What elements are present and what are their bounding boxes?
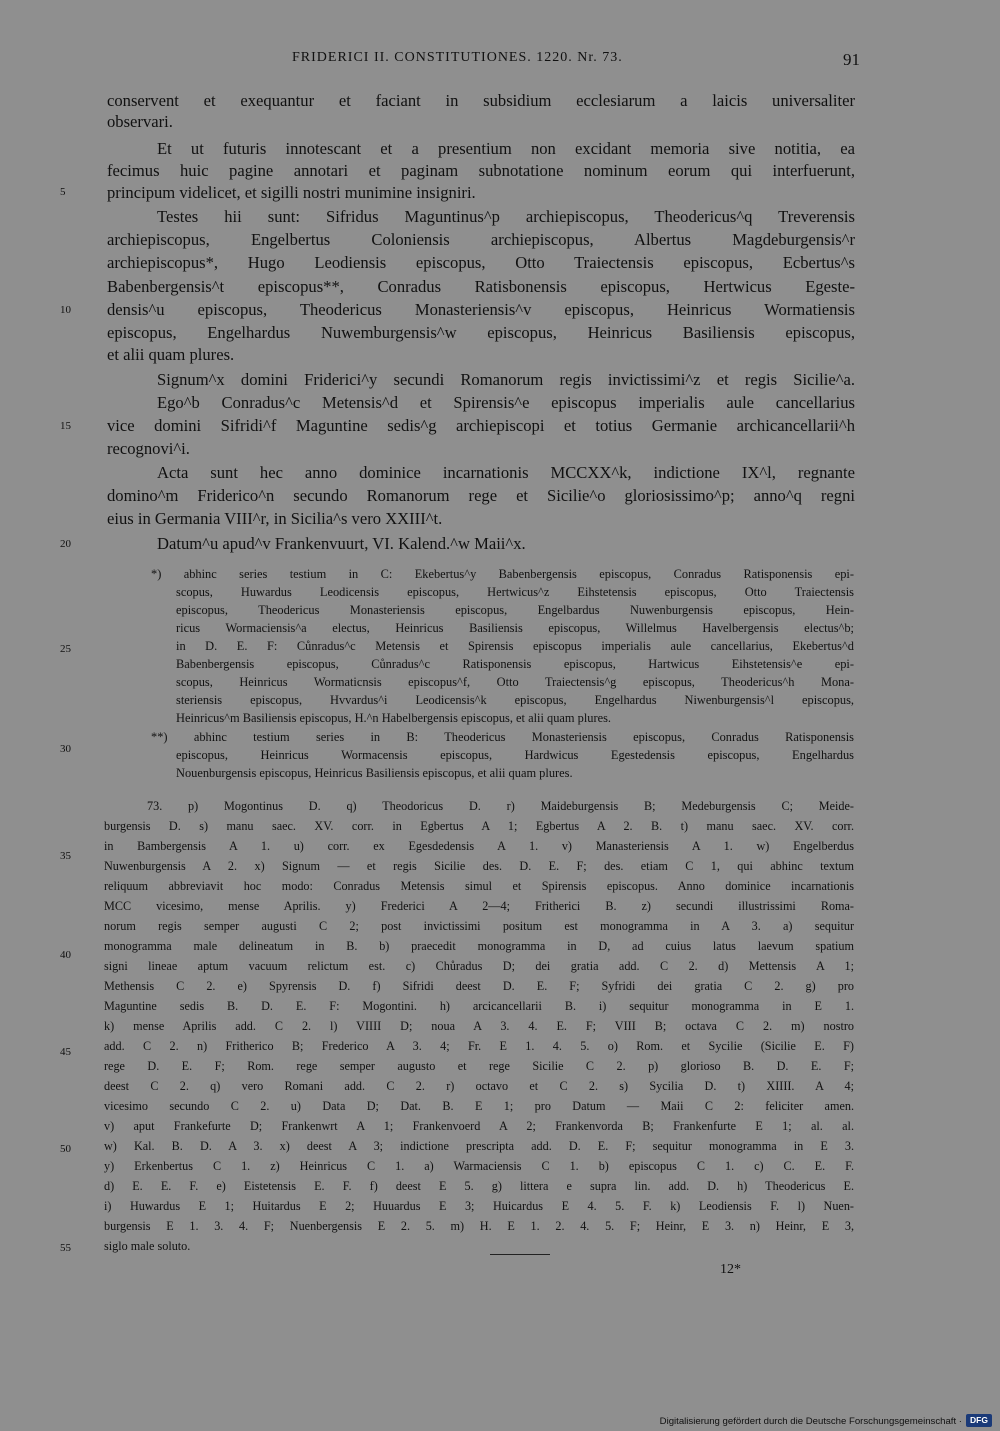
main-text-line: Testes hii sunt: Sifridus Maguntinus^p archiepiscopus, Theodericus^q Treverensis [157, 207, 855, 226]
footer-credit: Digitalisierung gefördert durch die Deutsche Forschungsgemeinschaft · [659, 1416, 962, 1427]
variant-line: burgensis D. s) manu saec. XV. corr. in Egbertus A 1; Egbertus A 2. B. t) manu saec. XV. corr. [104, 819, 854, 833]
main-text-line: vice domini Sifridi^f Maguntine sedis^g archiepiscopi et totius Germanie archicancellarii^h [107, 416, 855, 435]
main-text-line: Et ut futuris innotescant et a presentium non excidant memoria sive notitia, ea [157, 139, 855, 158]
variant-line: vicesimo secundo C 2. u) Data D; Dat. B. E 1; pro Datum — Maii C 2: feliciter amen. [104, 1099, 854, 1113]
main-text-line: Acta sunt hec anno dominice incarnationis MCCXX^k, indictione IX^l, regnante [157, 463, 855, 482]
variant-line: d) E. E. F. e) Eistetensis E. F. f) deest E 5. g) littera e supra lin. add. D. h) Theodericus E. [104, 1179, 854, 1193]
main-text-line: observari. [107, 112, 173, 131]
line-number: 15 [60, 420, 71, 432]
main-text-line: archiepiscopus*, Hugo Leodiensis episcopus, Otto Traiectensis episcopus, Ecbertus^s [107, 253, 855, 272]
variant-line: monogramma male delineatum in B. b) praecedit monogramma in D, ad cuius latus laevum spatium [104, 939, 854, 953]
line-number: 45 [60, 1046, 71, 1058]
variant-line: in Bambergensis A 1. u) corr. ex Egesdedensis A 1. v) Manasteriensis A 1. w) Engelberdus [104, 839, 854, 853]
footnote-line: **) abhinc testium series in B: Theodericus Monasteriensis episcopus, Conradus Ratisponensis [151, 730, 854, 744]
footnote-line: episcopus, Theodericus Monasteriensis episcopus, Engelbardus Nuwenburgensis episcopus, Hein- [176, 603, 854, 617]
variant-line: i) Huwardus E 1; Huitardus E 2; Huuardus E 3; Huicardus E 4. 5. F. k) Leodiensis F. l) Nuen- [104, 1199, 854, 1213]
main-text-line: principum videlicet, et sigilli nostri munimine insigniri. [107, 183, 476, 202]
footnote-line: ricus Wormaciensis^a electus, Heinricus Basiliensis episcopus, Willelmus Havelbergensis electus^b; [176, 621, 854, 635]
footnote-line: Nouenburgensis episcopus, Heinricus Basiliensis episcopus, et alii quam plures. [176, 766, 573, 780]
main-text-line: episcopus, Engelhardus Nuwemburgensis^w episcopus, Heinricus Basiliensis episcopus, [107, 323, 855, 342]
main-text-line: conservent et exequantur et faciant in subsidium ecclesiarum a laicis universaliter [107, 91, 855, 110]
line-number: 10 [60, 304, 71, 316]
variant-line: w) Kal. B. D. A 3. x) deest A 3; indictione prescripta add. D. E. F; sequitur monogramma in E 3. [104, 1139, 854, 1153]
variant-line: Methensis C 2. e) Spyrensis D. f) Sifridi deest D. E. F; Syfridi dei gratia C 2. g) pro [104, 979, 854, 993]
variant-line: Maguntine sedis B. D. E. F: Mogontini. h) arcicancellarii B. i) sequitur monogramma in E 1. [104, 999, 854, 1013]
line-number: 55 [60, 1242, 71, 1254]
footnote-line: scopus, Huwardus Leodicensis episcopus, Hertwicus^z Eihstetensis episcopus, Otto Traiectensis [176, 585, 854, 599]
variant-line: burgensis E 1. 3. 4. F; Nuenbergensis E 2. 5. m) H. E 1. 2. 4. 5. F; Heinr, E 3. n) Heinr, E 3, [104, 1219, 854, 1233]
line-number: 40 [60, 949, 71, 961]
variant-line: add. C 2. n) Fritherico B; Frederico A 3. 4; Fr. E 1. 4. 5. o) Rom. et Sycilie (Sicilie E. F) [104, 1039, 854, 1053]
line-number: 30 [60, 743, 71, 755]
variant-line: MCC vicesimo, mense Aprilis. y) Frederici A 2—4; Fritherici B. z) secundi illustrissimi Roma- [104, 899, 854, 913]
variant-line: 73. p) Mogontinus D. q) Theodoricus D. r) Maideburgensis B; Medeburgensis C; Meide- [147, 799, 854, 813]
signature-mark: 12* [720, 1262, 741, 1277]
main-text-line: et alii quam plures. [107, 345, 235, 364]
main-text-line: recognovi^i. [107, 439, 190, 458]
variant-line: reliquum abbreviavit hoc modo: Conradus Metensis simul et Spirensis episcopus. Anno dominice incarnationis [104, 879, 854, 893]
variant-line: deest C 2. q) vero Romani add. C 2. r) octavo et C 2. s) Sycilia D. t) XIIII. A 4; [104, 1079, 854, 1093]
variant-line: norum regis semper augusti C 2; post invictissimi positum est monogramma in A 3. a) sequitur [104, 919, 854, 933]
variant-line: y) Erkenbertus C 1. z) Heinricus C 1. a) Warmaciensis C 1. b) episcopus C 1. c) C. E. F. [104, 1159, 854, 1173]
line-number: 35 [60, 850, 71, 862]
running-title: FRIDERICI II. CONSTITUTIONES. 1220. Nr. 73. [292, 50, 623, 65]
main-text-line: fecimus huic pagine annotari et paginam subnotatione nominum eorum qui interfuerunt, [107, 161, 855, 180]
variant-line: signi lineae aptum vacuum relictum est. c) Chůradus D; dei gratia add. C 2. d) Mettensis A 1; [104, 959, 854, 973]
variant-line: rege D. E. F; Rom. rege semper augusto et rege Sicilie C 2. p) glorioso B. D. E. F; [104, 1059, 854, 1073]
dfg-logo: DFG [966, 1414, 992, 1427]
page-number: 91 [843, 50, 860, 69]
footnote-line: scopus, Heinricus Wormaticnsis episcopus^f, Otto Traiectensis^g episcopus, Theodericus^h Mona- [176, 675, 854, 689]
line-number: 25 [60, 643, 71, 655]
footnote-line: Heinricus^m Basiliensis episcopus, H.^n Habelbergensis episcopus, et alii quam plures. [176, 711, 612, 725]
line-number: 5 [60, 186, 66, 198]
footnote-line: *) abhinc series testium in C: Ekebertus^y Babenbergensis episcopus, Conradus Ratisponensis epi- [151, 567, 854, 581]
variant-line: v) aput Frankefurte D; Frankenwrt A 1; Frankenvoerd A 2; Frankenvorda B; Frankenfurte E 1; al. al. [104, 1119, 854, 1133]
separator-rule [490, 1254, 550, 1255]
footnote-line: in D. E. F: Cůnradus^c Metensis et Spirensis episcopus imperialis aule cancellarius, Ekebertus^d [176, 639, 854, 653]
variant-line: Nuwenburgensis A 2. x) Signum — et regis Sicilie des. D. E. F; des. etiam C 1, qui abhinc textum [104, 859, 854, 873]
main-text-line: archiepiscopus, Engelbertus Coloniensis archiepiscopus, Albertus Magdeburgensis^r [107, 230, 855, 249]
footnote-line: Babenbergensis episcopus, Cůnradus^c Ratisponensis episcopus, Hartwicus Eihstetensis^e epi- [176, 657, 854, 671]
main-text-line: Signum^x domini Friderici^y secundi Romanorum regis invictissimi^z et regis Sicilie^a. [157, 370, 855, 389]
line-number: 50 [60, 1143, 71, 1155]
main-text-line: eius in Germania VIII^r, in Sicilia^s vero XXIII^t. [107, 509, 443, 528]
footnote-line: steriensis episcopus, Hvvardus^i Leodicensis^k episcopus, Engelhardus Niwenburgensis^l episcopus, [176, 693, 854, 707]
footnote-line: episcopus, Heinricus Wormacensis episcopus, Hardwicus Egestedensis episcopus, Engelhardus [176, 748, 854, 762]
main-text-line: Datum^u apud^v Frankenvuurt, VI. Kalend.^w Maii^x. [157, 534, 526, 553]
variant-line: k) mense Aprilis add. C 2. l) VIIII D; noua A 3. 4. E. F; VIII B; octava C 2. m) nostro [104, 1019, 854, 1033]
main-text-line: densis^u episcopus, Theodericus Monasteriensis^v episcopus, Heinricus Wormatiensis [107, 300, 855, 319]
line-number: 20 [60, 538, 71, 550]
main-text-line: Babenbergensis^t episcopus**, Conradus Ratisbonensis episcopus, Hertwicus Egeste- [107, 277, 855, 296]
variant-line: siglo male soluto. [104, 1239, 191, 1253]
main-text-line: Ego^b Conradus^c Metensis^d et Spirensis^e episcopus imperialis aule cancellarius [157, 393, 855, 412]
main-text-line: domino^m Friderico^n secundo Romanorum rege et Sicilie^o gloriosissimo^p; anno^q regni [107, 486, 855, 505]
